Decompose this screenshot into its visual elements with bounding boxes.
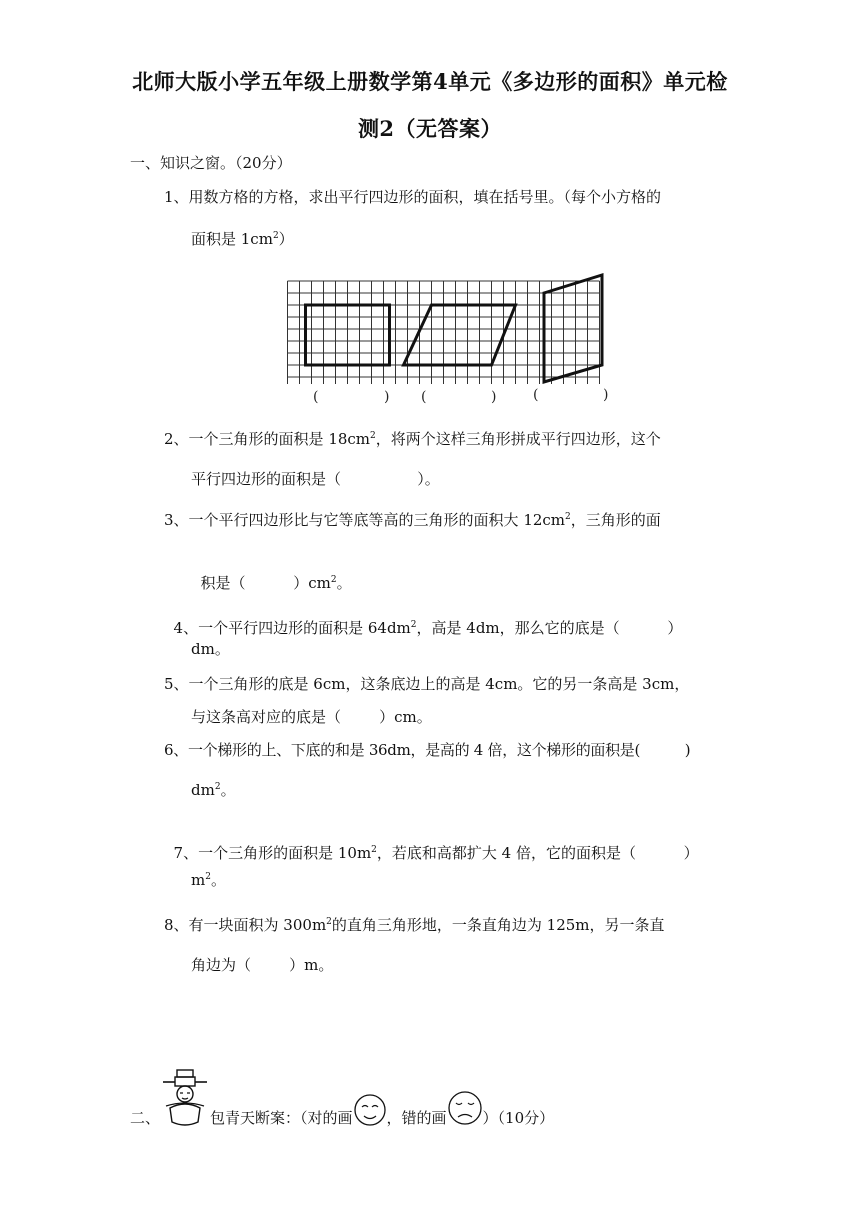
page-title-line1: 北师大版小学五年级上册数学第4单元《多边形的面积》单元检 — [132, 69, 728, 94]
question-4-line2: dm。 — [191, 640, 230, 658]
question-8-line2: 角边为（ ）m。 — [191, 956, 334, 974]
question-7-line1: 7、一个三角形的面积是 $10m^2$，若底和高都扩大 4 倍，它的面积是（ ） — [173, 844, 699, 862]
answer-blank-3-open: ( — [533, 387, 539, 403]
smile-face-icon — [353, 1090, 387, 1130]
question-3-line1: 3、一个平行四边形比与它等底等高的三角形的面积大 $12cm^2$，三角形的面 — [164, 511, 661, 529]
section1-heading: 一、知识之窗。（20分） — [130, 154, 292, 172]
question-3-line2: 积是（ ）$cm^2$。 — [200, 574, 352, 592]
answer-blank-2-open: ( — [421, 389, 427, 405]
section2-heading — [130, 1068, 554, 1128]
answer-blank-1-close: ) — [384, 389, 390, 405]
shape-parallelogram — [404, 305, 516, 365]
grid-diagram — [286, 272, 608, 384]
section2-text-c: ）（10分） — [482, 1109, 555, 1127]
frown-face-icon — [447, 1086, 483, 1130]
answer-blank-2-close: ) — [491, 389, 497, 405]
section2-text-b: ，错的画 — [386, 1109, 447, 1127]
question-8-line1: 8、有一块面积为 $300m^2$的直角三角形地，一条直角边为 125m，另一条直 — [164, 916, 665, 934]
judge-bao-icon — [160, 1068, 210, 1132]
question-5-line2: 与这条高对应的底是（ ）cm。 — [191, 708, 432, 726]
question-6-line2: $dm^2$。 — [191, 781, 236, 799]
question-7-line2: $m^2$。 — [191, 871, 226, 889]
grid-figure — [286, 272, 608, 388]
question-5-line1: 5、一个三角形的底是 6cm，这条底边上的高是 4cm。它的另一条高是 3cm， — [164, 675, 690, 693]
question-6-line1: 6、一个梯形的上、下底的和是 36dm，是高的 4 倍，这个梯形的面积是( ) — [164, 741, 691, 759]
question-1-line1: 1、用数方格的方格，求出平行四边形的面积，填在括号里。（每个小方格的 — [164, 188, 662, 206]
question-4-line1: 4、一个平行四边形的面积是 $64dm^2$，高是 4dm，那么它的底是（ ） — [173, 619, 683, 637]
page-title-line2: 测2（无答案） — [357, 116, 503, 141]
question-1-line2: 面积是 $1cm^2$） — [191, 230, 294, 248]
answer-blank-3-close: ) — [603, 387, 609, 403]
question-2-line2: 平行四边形的面积是（ ）。 — [191, 470, 440, 488]
answer-blank-1-open: ( — [313, 389, 319, 405]
section2-text-a: 包青天断案：（对的画 — [210, 1109, 353, 1127]
section2-prefix: 二、 — [130, 1109, 161, 1127]
question-2-line1: 2、一个三角形的面积是 $18cm^2$，将两个这样三角形拼成平行四边形，这个 — [164, 430, 661, 448]
